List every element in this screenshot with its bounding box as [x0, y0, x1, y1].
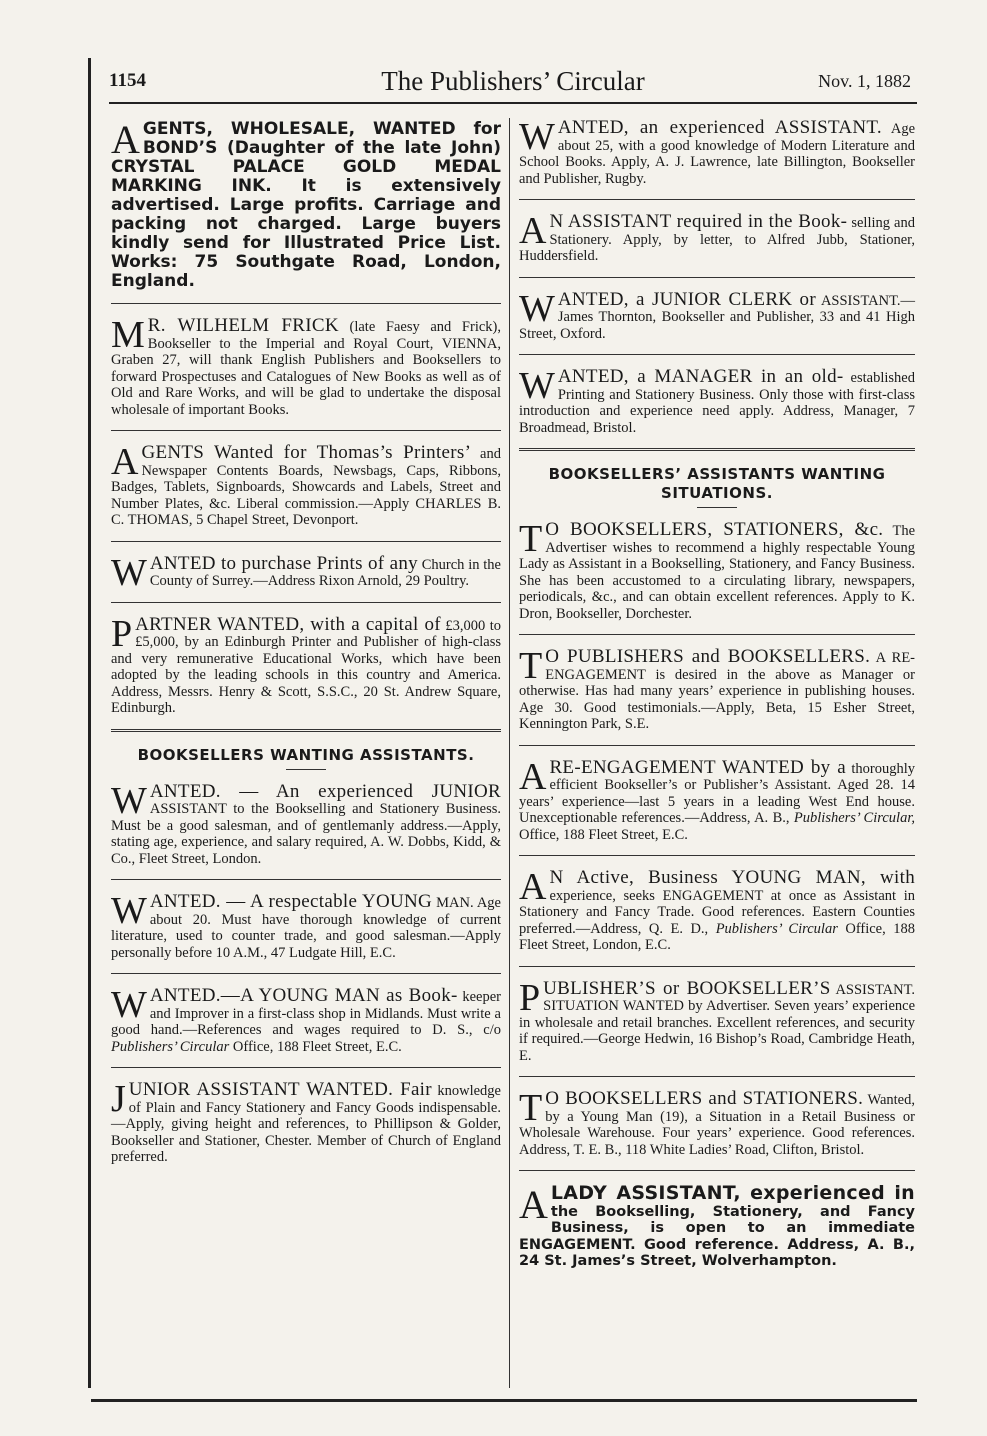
- advert-rule: [111, 973, 501, 974]
- advert-italic-text: Publishers’ Circular: [715, 920, 838, 937]
- advert-manager-bristol: [519, 365, 915, 436]
- advert-rule: [519, 855, 915, 856]
- drop-cap: W: [519, 287, 555, 330]
- drop-cap: P: [111, 612, 133, 655]
- drop-cap: J: [111, 1078, 126, 1120]
- advert-italic-text: Publishers’ Circular: [111, 1038, 230, 1055]
- advert-wilhelm-frick: [111, 314, 501, 418]
- advert-text: Age about 25, with a good knowledge of Modern Literature and School Books. Apply, A. J. Lawrence, late Billington, Bookseller and Publisher, Rugby.: [519, 121, 916, 187]
- advert-rule: [519, 634, 915, 635]
- drop-cap: T: [519, 645, 543, 687]
- advert-young-man-ludgate: [111, 890, 501, 961]
- section-short-rule: [286, 769, 326, 770]
- advert-heading: ARTNER WANTED, with a capital of: [135, 613, 441, 635]
- advert-publishers-assistant: [519, 976, 915, 1065]
- advert-text: ASSISTANT to the Bookselling and Stationery Business. Must be a good salesman, and of gentlemanly address.—Apply, stating age, experience, and salary required, A. W. Dobbs, Kidd, & Co., Fleet Street, London.: [111, 801, 501, 867]
- advert-rule: [111, 879, 501, 880]
- advert-text: and Newspaper Contents Boards, Newsbags, Caps, Ribbons, Badges, Tablets, Signboards, Showcards and Labels, Street and Number Plates, &c. Liberal commission.—Apply CHARLES B. C. THOMAS, 5 Chapel Street, Devonport.: [111, 446, 501, 528]
- drop-cap: A: [111, 117, 140, 162]
- advert-young-lady-dorchester: [519, 518, 915, 622]
- advert-rule: [519, 745, 915, 746]
- advert-heading: N ASSISTANT required in the Book-: [549, 211, 848, 232]
- advert-text: knowledge of Plain and Fancy Stationery and Fancy Goods indispensable.—Apply, giving height and references, to Phillipson & Golder, Bookseller and Stationer, Chester. Member of Church of England preferred.: [111, 1083, 501, 1165]
- advert-rule: [111, 430, 501, 431]
- advert-thomas-printers: [111, 441, 501, 529]
- advert-text: ASSISTANT. SITUATION WANTED by Advertiser. Seven years’ experience in wholesale and retail branches. Excellent references, and security if required.—George Hedwin, 16 Bishop’s Road, Cambridge Heath, E.: [519, 981, 915, 1064]
- advert-text: Office, 188 Fleet Street, E.C.: [229, 1038, 402, 1055]
- advert-rule: [519, 1170, 915, 1171]
- advert-text: experience, seeks ENGAGEMENT at once as Assistant in Stationery and Fancy Trade. Good references. Eastern Counties preferred.—Address, Q. E. D.,: [519, 887, 915, 937]
- section-short-rule: [697, 507, 737, 508]
- drop-cap: W: [111, 551, 147, 594]
- drop-cap: W: [111, 779, 147, 822]
- advert-heading: LADY ASSISTANT, experienced in: [550, 1182, 915, 1204]
- advert-rule: [519, 199, 915, 200]
- advert-text: (late Faesy and Frick), Bookseller to the Imperial and Royal Court, VIENNA, Graben 27, will thank English Publishers and Booksellers to forward Prospectuses and Catalogues of New Books as well as of Old and Rare Works, and will be glad to undertake the disposal wholesale of important Books.: [111, 319, 501, 418]
- advert-text: Church in the County of Surrey.—Address Rixon Arnold, 29 Poultry.: [149, 556, 501, 589]
- column-divider: [509, 118, 510, 1388]
- section-rule: [111, 729, 501, 732]
- newspaper-page: [88, 58, 917, 1388]
- advert-junior-clerk-oxford: [519, 287, 915, 343]
- advert-heading: ANTED. — An experienced JUNIOR: [149, 780, 501, 802]
- drop-cap: T: [519, 518, 543, 560]
- drop-cap: A: [519, 210, 547, 252]
- drop-cap: W: [519, 365, 555, 407]
- advert-text: MAN. Age about 20. Must have thorough knowledge of current literature, used to counter trade, and good salesman.—Apply personally before 10 A.M., 47 Ludgate Hill, E.C.: [111, 895, 501, 961]
- advert-lady-assistant: [519, 1182, 915, 1270]
- drop-cap: T: [519, 1087, 543, 1129]
- advert-text: GENTS, WHOLESALE, WANTED for BOND’S (Daughter of the late John) CRYSTAL PALACE GOLD MEDAL MARKING INK. It is extensively advertised. Large profits. Carriage and packing not charged. Large buyers kindly send for Illustrated Price List. Works: 75 Southgate Road, London, England.: [111, 119, 501, 291]
- page-bottom-rule: [91, 1399, 917, 1402]
- advert-heading: ANTED.—A YOUNG MAN as Book-: [149, 985, 458, 1006]
- advert-heading: ANTED, a JUNIOR CLERK or: [557, 288, 816, 310]
- advert-prints-surrey: [111, 551, 501, 594]
- advert-active-young-man: [519, 866, 915, 954]
- drop-cap: W: [111, 890, 147, 932]
- advert-rule: [519, 277, 915, 278]
- advert-text: Wanted, by a Young Man (19), a Situation in a Retail Business or Wholesale Warehouse. Four years’ experience. Good references. Address, T. E. B., 118 White Ladies’ Road, Clifton, Bristol.: [519, 1092, 915, 1158]
- section-heading-wanting-situations: BOOKSELLERS’ ASSISTANTS WANTING SITUATIONS.: [548, 465, 886, 502]
- drop-cap: M: [111, 314, 145, 356]
- advert-text: thoroughly efficient Bookseller’s or Publisher’s Assistant. Aged 28. 14 years’ experience—last 5 years in a leading West End house. Unexceptionable references.—Address, A. B.,: [519, 760, 915, 826]
- publication-title: The Publishers’ Circular: [381, 66, 645, 96]
- advert-rule: [519, 354, 915, 355]
- advert-heading: O BOOKSELLERS, STATIONERS, &c.: [545, 519, 884, 540]
- advert-rule: [519, 1076, 915, 1077]
- advert-text: Office, 188 Fleet Street, London, E.C.: [519, 920, 915, 953]
- advert-heading: N Active, Business YOUNG MAN, with: [549, 867, 915, 888]
- left-column: [111, 117, 501, 1166]
- advert-heading: UNIOR ASSISTANT WANTED. Fair: [128, 1079, 432, 1100]
- advert-text: Office, 188 Fleet Street, E.C.: [519, 826, 688, 843]
- advert-heading: ANTED to purchase Prints of any: [149, 552, 418, 574]
- advert-text: the Bookselling, Stationery, and Fancy Business, is open to an immediate ENGAGEMENT. Good reference. Address, A. B., 24 St. James’s Street, Wolverhampton.: [519, 1203, 915, 1269]
- advert-rule: [111, 303, 501, 304]
- advert-text: A RE-ENGAGEMENT is desired in the above as Manager or otherwise. Has had many years’ experience in publishing houses. Age 30. Good testimonials.—Apply, Beta, 15 Esher Street, Kennington Park, S.E.: [519, 650, 916, 732]
- advert-re-engagement-ab: [519, 755, 915, 844]
- advert-rule: [519, 966, 915, 967]
- advert-heading: UBLISHER’S or BOOKSELLER’S: [543, 977, 831, 999]
- right-column: [519, 116, 916, 1270]
- drop-cap: P: [519, 976, 541, 1019]
- section-heading-wanting-assistants: BOOKSELLERS WANTING ASSISTANTS.: [137, 745, 475, 764]
- page-number: 1154: [109, 70, 146, 91]
- advert-rule: [111, 602, 501, 603]
- advert-partner-wanted: [111, 612, 501, 717]
- advert-heading: ANTED. — A respectable YOUNG: [149, 891, 433, 912]
- advert-heading: ANTED, a MANAGER in an old-: [557, 366, 844, 387]
- advert-text: keeper and Improver in a first-class shop in Midlands. Must write a good hand.—References and wages required to D. S., c/o: [111, 989, 501, 1038]
- advert-text: ASSISTANT.—James Thornton, Bookseller and Publisher, 33 and 41 High Street, Oxford.: [519, 292, 915, 342]
- advert-heading: R. WILHELM FRICK: [147, 315, 339, 336]
- advert-assistant-huddersfield: [519, 210, 915, 265]
- drop-cap: W: [519, 116, 555, 158]
- advert-bonds-ink: [111, 117, 501, 291]
- drop-cap: A: [519, 755, 547, 798]
- drop-cap: W: [111, 984, 147, 1026]
- advert-assistant-rugby: [519, 116, 916, 187]
- advert-text: The Advertiser wishes to recommend a highly respectable Young Lady as Assistant in a Bookselling, Stationery, and Fancy Business. She has been accustomed to a circulating library, newspapers, periodicals, &c., and can obtain excellent references. Apply to K. Dron, Bookseller, Dorchester.: [519, 523, 915, 622]
- advert-text: £3,000 to £5,000, by an Edinburgh Printer and Publisher of high-class and very remunerative Educational Works, which have been adopted by the leading schools in this country and America. Address, Messrs. Henry & Scott, S.S.C., 20 St. Andrew Square, Edinburgh.: [111, 617, 501, 716]
- section-rule: [519, 448, 915, 451]
- advert-text: established Printing and Stationery Business. Only those with first-class introduction and experience need apply. Address, Manager, 7 Broadmead, Bristol.: [519, 370, 915, 436]
- advert-heading: O BOOKSELLERS and STATIONERS.: [545, 1088, 864, 1109]
- advert-re-engagement-beta: [519, 645, 916, 733]
- advert-italic-text: Publishers’ Circular,: [793, 810, 915, 826]
- advert-heading: GENTS Wanted for Thomas’s Printers’: [141, 442, 472, 463]
- advert-text: selling and Stationery. Apply, by letter, to Alfred Jubb, Stationer, Huddersfield.: [519, 215, 915, 264]
- drop-cap: A: [111, 441, 139, 483]
- advert-heading: O PUBLISHERS and BOOKSELLERS.: [545, 646, 871, 667]
- advert-rule: [111, 1067, 501, 1068]
- advert-heading: ANTED, an experienced ASSISTANT.: [557, 117, 882, 138]
- drop-cap: A: [519, 866, 547, 908]
- drop-cap: A: [519, 1182, 548, 1227]
- advert-young-man-clifton: [519, 1087, 915, 1158]
- advert-junior-chester: [111, 1078, 501, 1166]
- advert-book-keeper: [111, 984, 501, 1055]
- advert-rule: [111, 541, 501, 542]
- page-header: [109, 62, 917, 104]
- advert-heading: RE-ENGAGEMENT WANTED by a: [549, 756, 846, 778]
- issue-date: Nov. 1, 1882: [818, 71, 911, 91]
- advert-junior-assistant-dobbs: [111, 779, 501, 868]
